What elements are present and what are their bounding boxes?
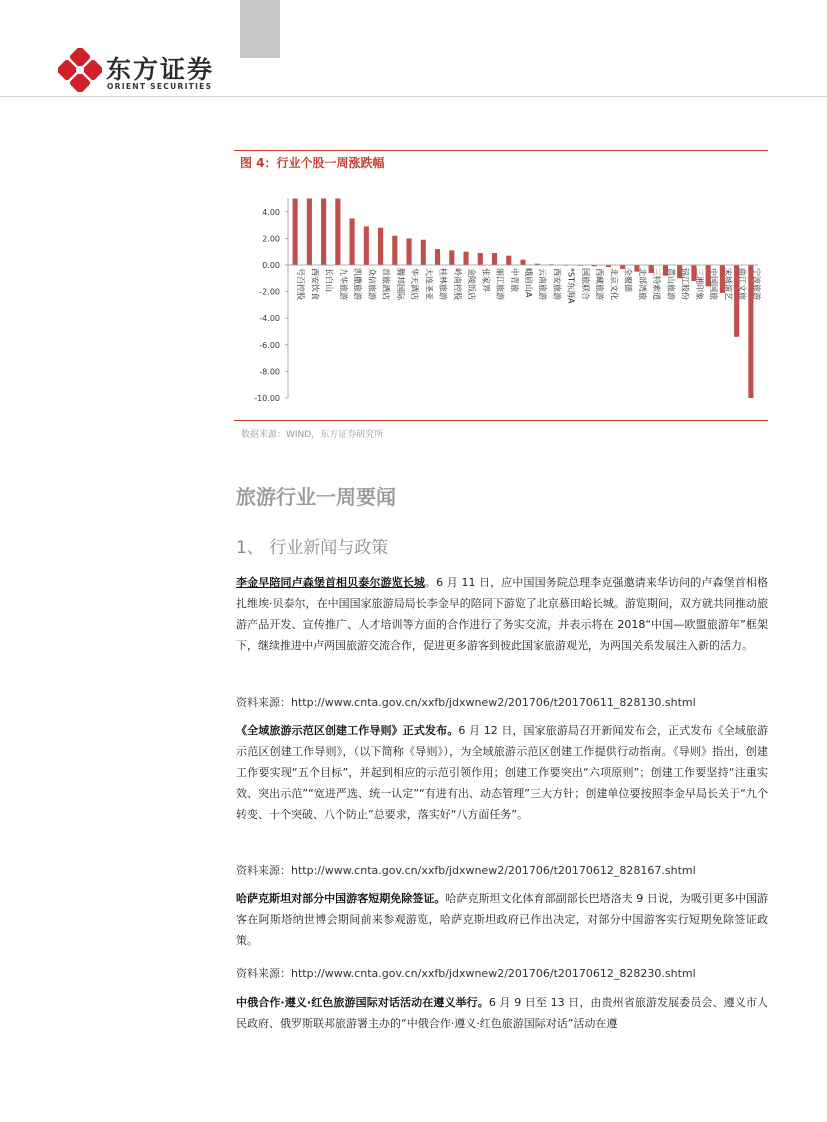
bar [350, 218, 355, 265]
y-tick-label: 2.00 [262, 234, 280, 244]
news-4-headline: 中俄合作·遵义·红色旅游国际对话活动在遵义举行。 [236, 996, 489, 1009]
category-label: 大连圣亚 [424, 268, 434, 300]
category-label: 中国国旅 [709, 268, 719, 300]
news-3-body: 哈萨克斯坦文化体育部副部长巴塔洛夫 9 日说，为吸引更多中国游客在阿斯塔纳世博会期间前来参观游览，哈萨克斯坦政府已作出决定，对部分中国游客实行短期免除签证政策。 [236, 892, 769, 947]
news-1-source: 资料来源：http://www.cnta.gov.cn/xxfb/jdxwnew2/201706/t20170611_828130.shtml [236, 696, 696, 709]
category-label: 凯撒旅游 [353, 268, 363, 300]
category-label: 西安旅游 [552, 268, 562, 300]
category-label: 岭南控股 [452, 268, 462, 300]
category-label: 西安饮食 [310, 268, 320, 300]
category-label: 三湘印象 [694, 268, 704, 300]
news-item-2 [236, 720, 768, 825]
bar [492, 253, 497, 265]
bar [435, 249, 440, 265]
category-label: 桂林旅游 [438, 268, 448, 300]
category-label: 腾邦国际 [395, 268, 405, 300]
section-title: 旅游行业一周要闻 [236, 485, 396, 509]
category-label: 三特索道 [652, 268, 662, 300]
category-label: 中青旅 [509, 268, 519, 292]
news-3-source: 资料来源：http://www.cnta.gov.cn/xxfb/jdxwnew2/201706/t20170612_828230.shtml [236, 967, 696, 980]
header-divider [0, 96, 827, 97]
bar [378, 228, 383, 265]
news-1-headline: 李金早陪同卢森堡首相贝泰尔游览长城 [236, 576, 425, 589]
logo-chinese-name: 东方证券 [106, 55, 215, 84]
category-label: 曲江文旅 [737, 268, 747, 300]
news-4-body: 6 月 9 日至 13 日，由贵州省旅游发展委员会、遵义市人民政府、俄罗斯联邦旅游署主办的“中俄合作·遵义·红色旅游国际对话”活动在遵 [236, 996, 768, 1030]
y-tick-label: -10.00 [254, 394, 280, 403]
news-2-headline: 《全域旅游示范区创建工作导则》正式发布。 [236, 724, 459, 737]
news-1-body: 。6 月 11 日，应中国国务院总理李克强邀请来华访问的卢森堡首相格扎维埃·贝泰尔，在中国国家旅游局局长李金早的陪同下游览了北京慕田峪长城。游览期间，双方就共同推动旅游产品开发、宣传推广、人才培训等方面的合作进行了务实交流，并表示将在 2018“中国—欧盟旅游年”框架下，继续推进中卢两国旅游交流合作，促进更多游客到彼此国家旅游观光，为两国关系发展注入新的活力。 [236, 576, 769, 652]
bar [293, 199, 298, 266]
category-label: 金陵饭店 [467, 268, 477, 300]
category-label: 宁波旅游 [751, 268, 761, 300]
company-logo [58, 48, 248, 94]
bar [307, 199, 312, 266]
bar [506, 256, 511, 265]
y-tick-label: -6.00 [259, 340, 280, 350]
category-label: 国旅联合 [580, 268, 590, 300]
news-3-headline: 哈萨克斯坦对部分中国游客短期免除签证。 [236, 892, 446, 905]
news-item-3 [236, 888, 768, 951]
category-label: 宋城演艺 [723, 268, 733, 300]
category-label: 西藏旅游 [595, 268, 605, 300]
figure-top-rule [234, 150, 768, 151]
bar [406, 238, 411, 265]
figure-bottom-rule [234, 420, 768, 421]
category-label: 北部湾旅 [637, 268, 647, 300]
y-tick-label: -4.00 [259, 314, 280, 324]
category-label: 华天酒店 [410, 268, 420, 300]
bar [421, 240, 426, 265]
category-label: 张家界 [481, 268, 491, 292]
bar [520, 260, 525, 265]
y-tick-label: 4.00 [262, 207, 280, 217]
news-item-1 [236, 572, 768, 656]
bar [449, 250, 454, 265]
stock-weekly-change-chart [234, 176, 768, 416]
news-2-body: 6 月 12 日，国家旅游局召开新闻发布会，正式发布《全域旅游示范区创建工作导则》，（以下简称《导则》），为全域旅游示范区创建工作提供行动指南。《导则》指出，创建工作要实现“五个目标”，并起到相应的示范引领作用；创建工作要突出“六项原则”；创建工作要坚持“注重实效、突出示范”“宽进严选、统一认定”“有进有出、动态管理”三大方针；创建单位要按照李金早局长关于“九个转变、十个突破、八个防止”总要求，落实好“八方面任务”。 [236, 724, 769, 821]
subsection-title: 1、 行业新闻与政策 [236, 538, 389, 558]
category-label: 云南旅游 [538, 268, 548, 300]
category-label: 黄山旅游 [666, 268, 676, 300]
category-label: 首旅酒店 [381, 268, 391, 300]
category-label: 锦江股份 [680, 268, 690, 300]
category-label: 北京文化 [609, 268, 619, 300]
bar [364, 226, 369, 265]
figure-source: 数据来源：WIND，东方证券研究所 [241, 430, 384, 440]
bar [321, 199, 326, 266]
category-label: 全聚德 [623, 268, 633, 292]
y-tick-label: -2.00 [259, 287, 280, 297]
bar [463, 252, 468, 265]
bar [392, 236, 397, 265]
category-label: 号百控股 [296, 268, 306, 300]
category-label: *ST东海A [566, 268, 576, 304]
category-label: 丽江旅游 [495, 268, 505, 300]
bar [335, 199, 340, 266]
figure-title: 图 4：行业个股一周涨跌幅 [240, 156, 385, 170]
news-2-source: 资料来源：http://www.cnta.gov.cn/xxfb/jdxwnew2/201706/t20170612_828167.shtml [236, 864, 696, 877]
category-label: 峨眉山A [524, 268, 533, 298]
category-label: 九华旅游 [338, 268, 348, 300]
logo-english-name: ORIENT SECURITIES [107, 82, 213, 91]
orient-logo-icon [58, 48, 102, 92]
y-tick-label: -8.00 [259, 367, 280, 377]
news-item-4 [236, 992, 768, 1034]
category-label: 长白山 [324, 268, 334, 292]
y-tick-label: 0.00 [262, 261, 280, 270]
category-label: 众信旅游 [367, 268, 377, 300]
bar [478, 253, 483, 265]
